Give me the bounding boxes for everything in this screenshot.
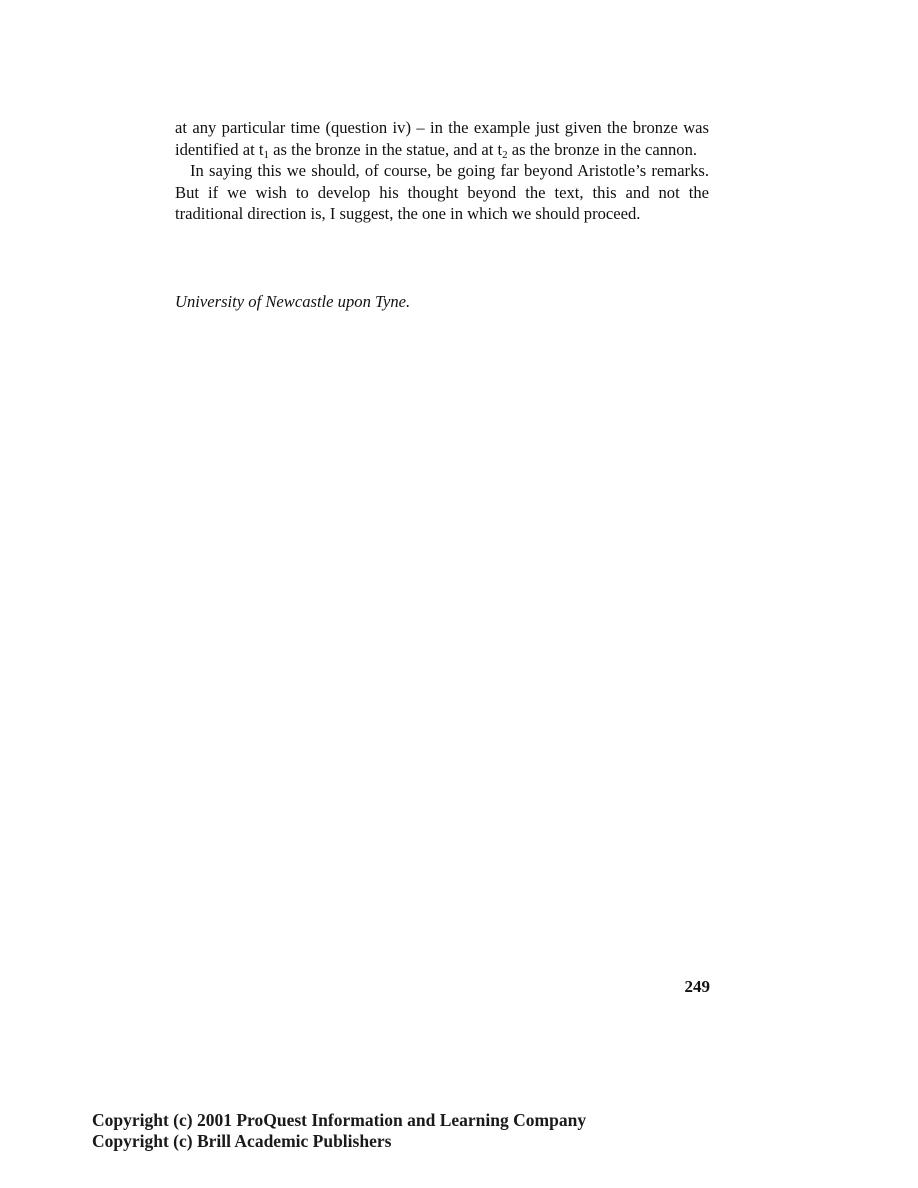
paragraph-1-line-1: at any particular time (question iv) – in the example just given the (175, 118, 628, 137)
body-text (175, 117, 709, 225)
author-affiliation: University of Newcastle upon Tyne. (175, 292, 411, 311)
copyright-line-2: Copyright (c) Brill Academic Publishers (92, 1131, 392, 1151)
paragraph-1 (175, 117, 709, 160)
copyright-line-1: Copyright (c) 2001 ProQuest Information and Learning Company (92, 1110, 587, 1130)
paragraph-2: In saying this we should, of course, be going far beyond Aristotle’s remarks. But if we wish to develop his thought beyond the text, this and not the traditional direction is, I suggest, the one in which we should proceed. (175, 161, 709, 223)
subscript-2: 2 (502, 148, 508, 161)
copyright-footer (92, 1110, 586, 1152)
paragraph-1-line-2b: as the bronze in the statue, and at t (268, 139, 503, 159)
subscript-1: 1 (263, 148, 269, 161)
paragraph-1-line-2c: as the (507, 139, 551, 159)
paragraph-1-line-3: bronze in the cannon. (554, 139, 698, 159)
paragraph-1-line-2a: bronze was identified at t (175, 118, 710, 159)
page-number: 249 (684, 977, 710, 996)
